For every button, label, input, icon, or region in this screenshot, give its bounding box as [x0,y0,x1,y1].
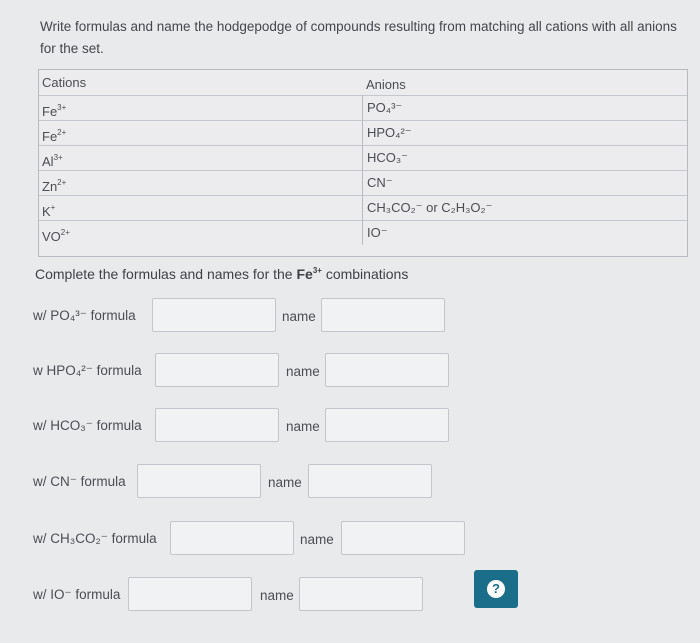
cation-cell: $Fe^{2+}$ [42,128,67,144]
formula-input[interactable] [155,408,279,442]
question-row-io [0,577,700,617]
anion-cell: PO₄³⁻ [362,95,687,120]
ions-table [38,69,688,257]
name-input[interactable] [321,298,445,332]
name-label: name [260,588,294,603]
table-row [39,95,687,121]
cation-cell: $Zn^{2+}$ [42,178,67,194]
name-label: name [286,364,320,379]
section-prompt: Complete the formulas and names for the $Fe^{3+}$ combinations [35,266,409,282]
table-row [39,145,687,171]
name-input[interactable] [299,577,423,611]
anion-cell: CN⁻ [362,170,687,195]
cation-cell: K+ [42,203,56,219]
cation-cell: $Al^{3+}$ [42,153,63,169]
anion-cell: IO⁻ [362,220,687,245]
cations-header: Cations [42,75,87,90]
question-row-po4 [0,298,700,338]
table-row [39,220,687,245]
name-input[interactable] [325,353,449,387]
table-row [39,70,687,96]
table-row [39,170,687,196]
name-label: name [300,532,334,547]
anion-cell: HPO₄²⁻ [362,120,687,145]
question-row-cn [0,464,700,504]
formula-input[interactable] [128,577,252,611]
cation-cell: $VO^{2+}$ [42,228,70,244]
formula-label: w/ HCO₃⁻ formula [33,418,142,433]
name-label: name [286,419,320,434]
formula-label: w/ CH₃CO₂⁻ formula [33,531,157,546]
name-input[interactable] [325,408,449,442]
question-row-ch3co2 [0,521,700,561]
formula-label: w HPO₄²⁻ formula [33,363,142,378]
formula-input[interactable] [152,298,276,332]
name-input[interactable] [341,521,465,555]
table-row [39,120,687,146]
question-row-hco3 [0,408,700,448]
table-row [39,195,687,221]
name-input[interactable] [308,464,432,498]
cation-cell: $Fe^{3+}$ [42,103,67,119]
formula-input[interactable] [137,464,261,498]
anion-cell: CH₃CO₂⁻ or C₂H₃O₂⁻ [362,195,687,220]
question-row-hpo4 [0,353,700,393]
instructions-text: Write formulas and name the hodgepodge of compounds resulting from matching all cations with all anions for the set. [40,19,677,56]
anion-cell: HCO₃⁻ [362,145,687,170]
help-button[interactable] [474,570,518,608]
formula-input[interactable] [170,521,294,555]
formula-input[interactable] [155,353,279,387]
formula-label: w/ IO⁻ formula [33,587,121,602]
name-label: name [282,309,316,324]
anions-header: Anions [366,77,406,92]
question-icon: ? [487,580,505,598]
formula-label: w/ PO₄³⁻ formula [33,308,136,323]
name-label: name [268,475,302,490]
formula-label: w/ CN⁻ formula [33,474,126,489]
